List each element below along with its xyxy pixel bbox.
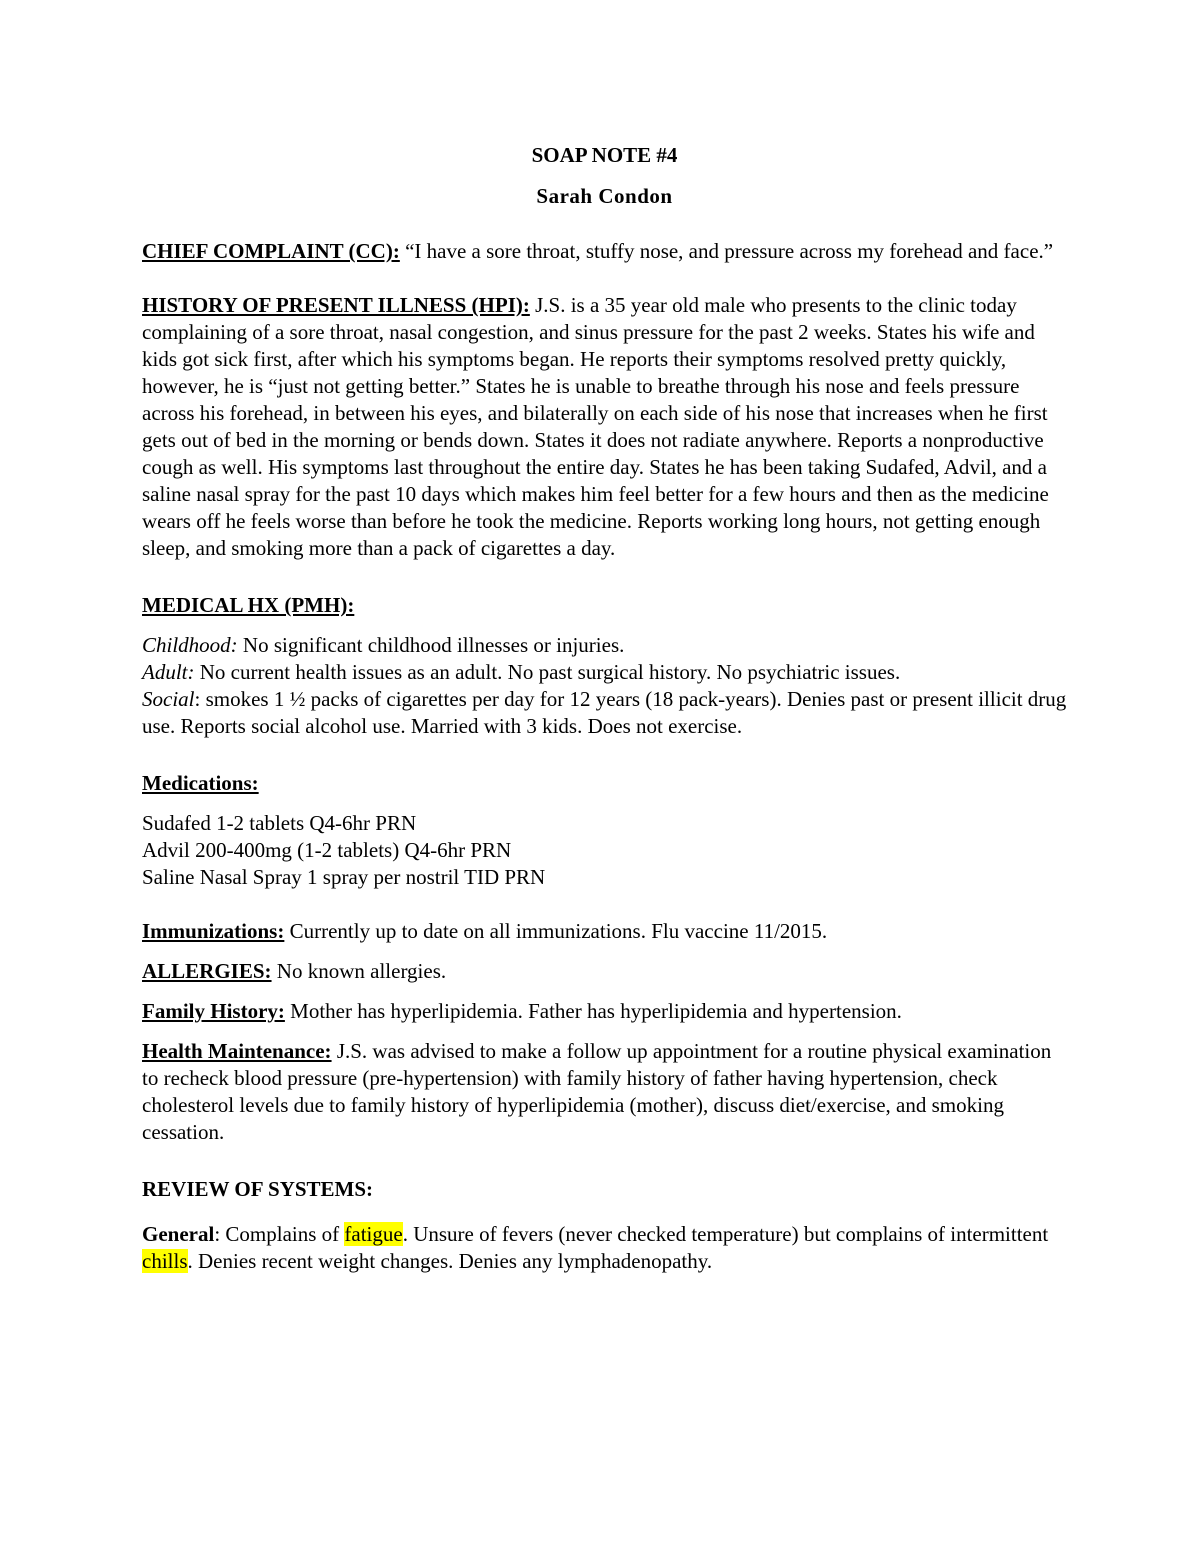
medication-item: Saline Nasal Spray 1 spray per nostril TID PRN [142, 865, 546, 889]
medication-item: Advil 200-400mg (1-2 tablets) Q4-6hr PRN [142, 838, 512, 862]
health-maintenance-label: Health Maintenance: [142, 1039, 332, 1063]
chills-highlight: chills [142, 1249, 188, 1273]
immunizations-text: Currently up to date on all immunizations. Flu vaccine 11/2015. [284, 919, 828, 943]
ros-general-text-1: : Complains of [214, 1222, 345, 1246]
childhood-text: No significant childhood illnesses or injuries. [237, 633, 625, 657]
document-body [142, 142, 1067, 1275]
family-history-text: Mother has hyperlipidemia. Father has hyperlipidemia and hypertension. [284, 999, 902, 1023]
social-line [142, 686, 1067, 740]
ros-general-text-3: . Denies recent weight changes. Denies any lymphadenopathy. [187, 1249, 713, 1273]
adult-line [142, 659, 1067, 686]
childhood-line [142, 632, 1067, 659]
adult-text: No current health issues as an adult. No past surgical history. No psychiatric issues. [194, 660, 901, 684]
medication-item: Sudafed 1-2 tablets Q4-6hr PRN [142, 811, 417, 835]
adult-label: Adult: [142, 660, 195, 684]
document-title: SOAP NOTE #4 [531, 143, 678, 167]
medications-list [142, 810, 1067, 891]
chief-complaint-text: “I have a sore throat, stuffy nose, and pressure across my forehead and face.” [399, 239, 1054, 263]
family-history-label: Family History: [142, 999, 285, 1023]
social-label: Social [142, 687, 195, 711]
allergies-text: No known allergies. [271, 959, 447, 983]
social-text: : smokes 1 ½ packs of cigarettes per day for 12 years (18 pack-years). Denies past or present illicit drug use. Reports social alcohol use. Married with 3 kids. Does not exercise. [142, 687, 1067, 738]
health-maintenance-section [142, 1038, 1067, 1146]
ros-general-section [142, 1221, 1067, 1275]
chief-complaint-label: CHIEF COMPLAINT (CC): [142, 239, 400, 263]
fatigue-highlight: fatigue [344, 1222, 403, 1246]
hpi-text: J.S. is a 35 year old male who presents to the clinic today complaining of a sore throat, nasal congestion, and sinus pressure for the past 2 weeks. States his wife and kids got sick first, after which his symptoms began. He reports their symptoms resolved pretty quickly, however, he is “just not getting better.” States he is unable to breathe through his nose and feels pressure across his forehead, in between his eyes, and bilaterally on each side of his nose that increases when he first gets out of bed in the morning or bends down. States it does not radiate anywhere. Reports a nonproductive cough as well. His symptoms last throughout the entire day. States he has been taking Sudafed, Advil, and a saline nasal spray for the past 10 days which makes him feel better for a few hours and then as the medicine wears off he feels worse than before he took the medicine. Reports working long hours, not getting enough sleep, and smoking more than a pack of cigarettes a day. [142, 293, 1049, 560]
document-author: Sarah Condon [536, 184, 673, 208]
medical-hx-heading: MEDICAL HX (PMH): [142, 593, 355, 617]
hpi-section [142, 292, 1067, 562]
ros-heading: REVIEW OF SYSTEMS: [142, 1177, 374, 1201]
childhood-label: Childhood: [142, 633, 238, 657]
allergies-label: ALLERGIES: [142, 959, 272, 983]
immunizations-section [142, 918, 1067, 945]
medications-heading: Medications: [142, 771, 259, 795]
ros-general-label: General [142, 1222, 215, 1246]
family-history-section [142, 998, 1067, 1025]
chief-complaint-section [142, 238, 1067, 265]
hpi-label: HISTORY OF PRESENT ILLNESS (HPI): [142, 293, 530, 317]
allergies-section [142, 958, 1067, 985]
ros-general-text-2: . Unsure of fevers (never checked temperature) but complains of intermittent [402, 1222, 1049, 1246]
health-maintenance-text: J.S. was advised to make a follow up appointment for a routine physical examination to recheck blood pressure (pre-hypertension) with family history of father having hypertension, check cholesterol levels due to family history of hyperlipidemia (mother), discuss diet/exercise, and smoking cessation. [142, 1039, 1052, 1144]
immunizations-label: Immunizations: [142, 919, 285, 943]
